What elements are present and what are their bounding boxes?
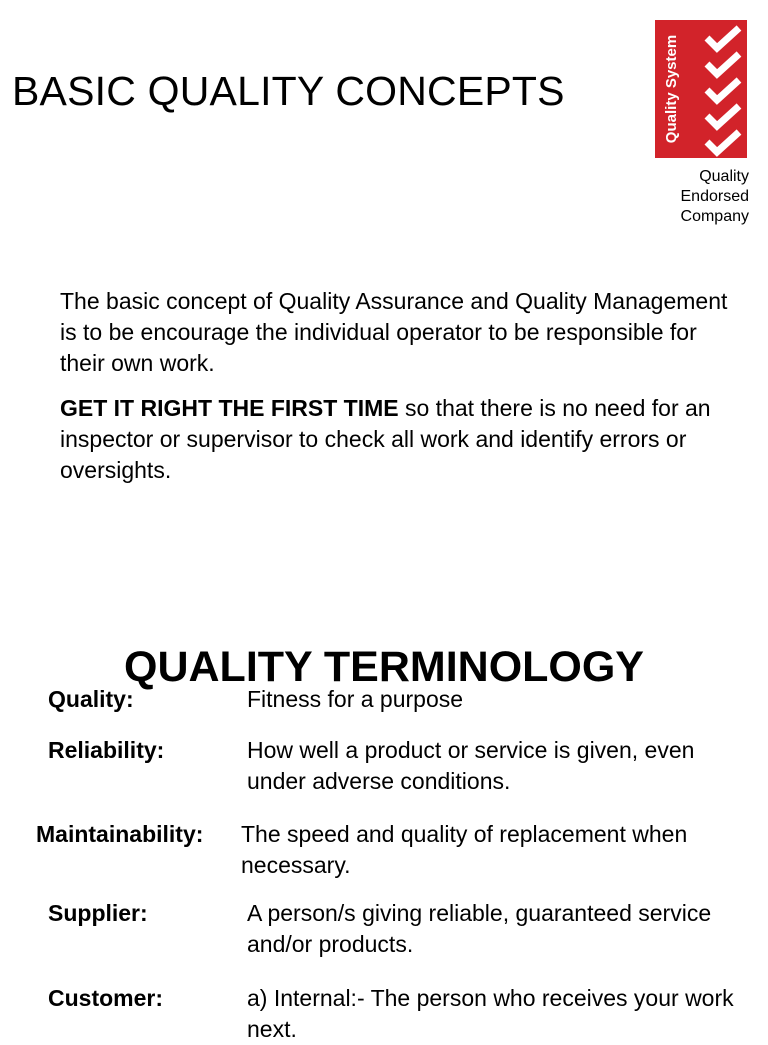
term-label: Supplier:: [48, 900, 148, 926]
quality-system-badge: [655, 20, 747, 158]
badge-text: Quality System: [663, 34, 680, 144]
term-label: Customer:: [48, 985, 164, 1011]
term-definition: a) Internal:- The person who receives your work next.: [247, 985, 734, 1042]
term-label: Quality:: [48, 686, 134, 712]
term-definition: How well a product or service is given, even under adverse conditions.: [247, 737, 695, 794]
term-definition: Fitness for a purpose: [247, 686, 464, 712]
logo-caption-line: Endorsed: [680, 188, 749, 205]
intro-paragraph-emphasis: [60, 393, 740, 486]
term-definition: A person/s giving reliable, guaranteed service and/or products.: [247, 900, 712, 957]
intro-paragraph: The basic concept of Quality Assurance and Quality Management is to be encourage the individual operator to be responsible for their own work.: [60, 288, 728, 376]
term-label: Maintainability:: [36, 821, 204, 847]
emphasis-continuation: so that there is no need for an inspector or supervisor to check all work and identify errors or oversights.: [60, 395, 711, 483]
page-title: BASIC QUALITY CONCEPTS: [12, 68, 565, 115]
logo-caption-line: Quality: [699, 168, 749, 185]
logo-caption: [655, 167, 749, 227]
quality-endorsed-logo: [655, 20, 749, 227]
emphasis-phrase: GET IT RIGHT THE FIRST TIME: [60, 395, 399, 421]
term-label: Reliability:: [48, 737, 165, 763]
section-title: QUALITY TERMINOLOGY: [124, 642, 644, 691]
logo-caption-line: Company: [680, 208, 749, 225]
term-definition: The speed and quality of replacement when necessary.: [241, 821, 688, 878]
intro-text: [60, 286, 740, 486]
